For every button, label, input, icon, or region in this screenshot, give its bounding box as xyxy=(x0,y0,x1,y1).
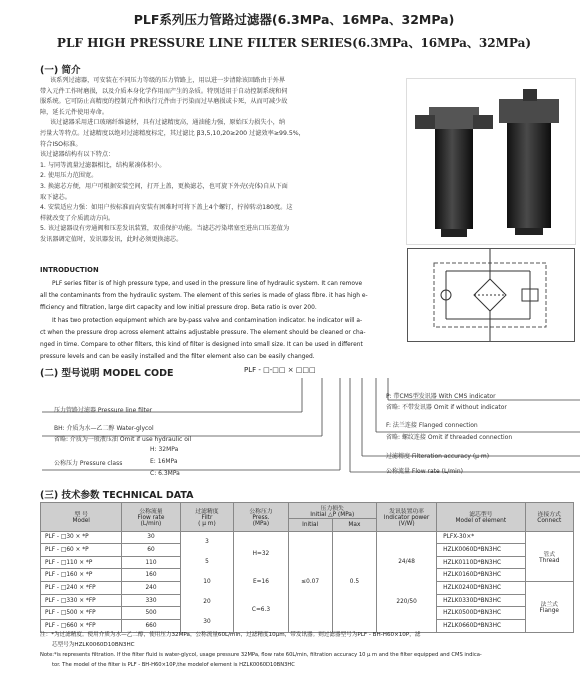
col-connect: 连接方式 Connect xyxy=(525,503,573,532)
intro-line: 发讯器调定值时，发讯器发讯，此时必须更换滤芯。 xyxy=(40,235,183,243)
introduction-line: fficiency and filtration, large dirt capacity and low initial pressure drop. Beta ratio is over 200. xyxy=(40,305,317,312)
code-label-filtration-accuracy: 过滤精度 Filteration accuracy (μ m) xyxy=(386,453,490,460)
code-label-pressure-line-filter: 压力管路过滤器 Pressure line filter xyxy=(54,407,153,414)
code-label-32mpa: H: 32MPa xyxy=(150,446,179,453)
table-row: PLF - □660 × *FP 660 HZLK0660D*BN3HC xyxy=(41,620,574,633)
intro-line: 障，延长元件使用寿命。 xyxy=(40,108,109,116)
introduction-line: It has two protection equipment which are by-pass valve and contamination indicator. he indicator will a- xyxy=(52,317,363,324)
model-code-heading: (二) 型号说明 MODEL CODE xyxy=(40,368,174,379)
code-label-water-glycol: BH: 介质为水—乙二醇 Water-glycol xyxy=(54,425,154,432)
table-row: PLF - □500 × *FP 500 HZLK0500D*BN3HC xyxy=(41,607,574,620)
intro-text xyxy=(40,76,402,246)
col-initial: Initial xyxy=(288,519,332,532)
table-row: PLF - □240 × *FP 240 HZLK0240D*BN3HC 法兰式 Flange xyxy=(41,581,574,594)
code-label-hydraulic-oil: 省略: 介质为一般液压油 Omit if use hydraulic oil xyxy=(54,436,192,443)
table-row: PLF - □60 × *P 60 HZLK0060D*BN3HC xyxy=(41,544,574,557)
intro-line: 5. 该过滤器设有旁通阀和压差发讯装置，双重保护功能。当滤芯污染堵塞至进出口压差值为 xyxy=(40,225,290,233)
code-label-flow-rate: 公称流量 Flow rate (L/min) xyxy=(386,468,463,475)
col-element: 滤芯型号 Model of element xyxy=(437,503,525,532)
filter-illustration xyxy=(407,79,575,244)
intro-line: 取下滤芯。 xyxy=(40,193,71,201)
intro-line: 样就改变了介质流动方向。 xyxy=(40,214,115,222)
introduction-text xyxy=(40,278,402,363)
intro-line: 4. 安装适应力强：如用户按标准而向安装有困难时可将下盖上4个螺钉，拧掉转动180度。这 xyxy=(40,204,293,212)
intro-line: 带入元件工作时磨损，以及介质本身化学作用而产生的杂质。特别适用于自动控制系统和伺 xyxy=(40,87,288,95)
col-filtr: 过滤精度 Filtr ( μ m) xyxy=(180,503,234,532)
intro-line: 符合ISO标准。 xyxy=(40,140,82,148)
note-line: Note:*is represents filtration. If the filter fluid is water-glycol, usage pressure 32MPa, flow rate 60L/min, filtration accuracy 10 μ m and the filter equipped and CMS indica- xyxy=(40,652,482,658)
code-label-16mpa: E: 16MPa xyxy=(150,458,178,465)
note-line: 芯型号为HZLK0060D10BN3HC xyxy=(52,642,135,648)
intro-line: 3. 换滤芯方便，用户可根据安装空间，打开上盖，更换滤芯，也可旋下外壳(壳体)自从下面 xyxy=(40,182,288,190)
introduction-heading: INTRODUCTION xyxy=(40,266,99,274)
intro-line: 污量大等特点。过滤精度以绝对过滤精度标定，其过滤比 β3,5,10,20≥200 过滤效率≥99.5%， xyxy=(40,129,305,137)
table-row: PLF - □330 × *FP 330 HZLK0330D*BN3HC xyxy=(41,594,574,607)
introduction-line: ct when the pressure drop across element attains adjustable pressure. The element should be cleaned or cha- xyxy=(40,329,366,336)
code-label-flanged: F: 法兰连接 Flanged connection xyxy=(386,422,478,429)
code-label-threaded: 省略: 螺纹连接 Omit if threaded connection xyxy=(386,434,513,441)
intro-line: 该过滤器结构有以下特点： xyxy=(40,151,115,159)
page-title-en: PLF HIGH PRESSURE LINE FILTER SERIES(6.3MPa、16MPa、32MPa) xyxy=(56,36,532,50)
code-label-without-indicator: 省略: 不带发讯器 Omit if without indicator xyxy=(386,404,507,411)
code-label-pressure-class: 公称压力 Pressure class xyxy=(54,460,123,467)
introduction-line: nged in time. Compare to other filters, this kind of filter is designed into small size. It can be used in different xyxy=(40,342,363,349)
col-model: 型 号 Model xyxy=(41,503,122,532)
intro-line: 服系统。它可防止高精度的控制元件和执行元件由于污染而过早磨损或卡死，从而可减少故 xyxy=(40,98,288,106)
intro-line: 2. 使用压力范围宽。 xyxy=(40,172,98,180)
page-title-cn: PLF系列压力管路过滤器(6.3MPa、16MPa、32MPa) xyxy=(133,12,455,27)
technical-data-table xyxy=(40,502,574,633)
filter-symbol xyxy=(408,249,574,341)
tech-heading: (三) 技术参数 TECHNICAL DATA xyxy=(40,490,194,501)
intro-line: 该系列过滤器，可安装在不同压力等级的压力管路上，用以进一步清除该回路由于外界 xyxy=(50,77,286,84)
code-label-with-indicator: P: 带CMS型发讯器 With CMS indicator xyxy=(386,393,496,400)
intro-line: 1. 与同等流量过滤器相比，结构紧凑体积小。 xyxy=(40,161,166,169)
table-row: PLF - □30 × *P 30 3 5 10 20 30 H=32 E=16 C=6.3 ≤0.07 0.5 24/48 220/50 PLFX-30×* 管式 Thread xyxy=(41,531,574,544)
model-code-string: PLF - □-□□ × □□□ xyxy=(244,366,316,374)
introduction-line: pressure levels and can be easily installed and the filter element also can be easily changed. xyxy=(40,354,315,361)
table-row: PLF - □110 × *P 110 HZLK0110D*BN3HC xyxy=(41,556,574,569)
table-row: PLF - □160 × *P 160 HZLK0160D*BN3HC xyxy=(41,569,574,582)
col-press: 公称压力 Press. (MPa) xyxy=(234,503,288,532)
introduction-line: PLF series filter is of high pressure type, and used in the pressure line of hydraulic system. It can remove xyxy=(52,281,363,287)
product-photo xyxy=(406,78,576,245)
code-label-6-3mpa: C: 6.3MPa xyxy=(150,470,180,477)
hydraulic-symbol-diagram xyxy=(407,248,575,342)
notes xyxy=(40,630,580,670)
intro-line: 该过滤器采用进口玻璃纤维滤材，具有过滤精度高，通油能力强，原始压力损失小，纳 xyxy=(50,119,286,127)
col-max: Max xyxy=(332,519,376,532)
intro-heading: (一) 简介 xyxy=(40,65,81,76)
note-line: 注：*为过滤精度。使用介质为水—乙二醇，使用压力32MPa，公称流量60L/min，过滤精度10μm，带发讯器。则过滤器型号为PLF - BH-H60×10P，滤 xyxy=(40,632,421,638)
note-line: tor. The model of the filter is PLF - BH-H60×10P,the modelof element is HZLK0060D10BN3HC xyxy=(52,662,295,668)
col-flow: 公称流量 Flow rate (L/min) xyxy=(122,503,180,532)
introduction-line: all the contaminants from the hydraulic system. The element of this series is made of glass fibre. it has high e- xyxy=(40,293,368,300)
col-indicator: 发讯装置功率 Indicator power (V/W) xyxy=(377,503,437,532)
col-pressure-loss: 压力损失 Initial △P (MPa) xyxy=(288,503,377,519)
